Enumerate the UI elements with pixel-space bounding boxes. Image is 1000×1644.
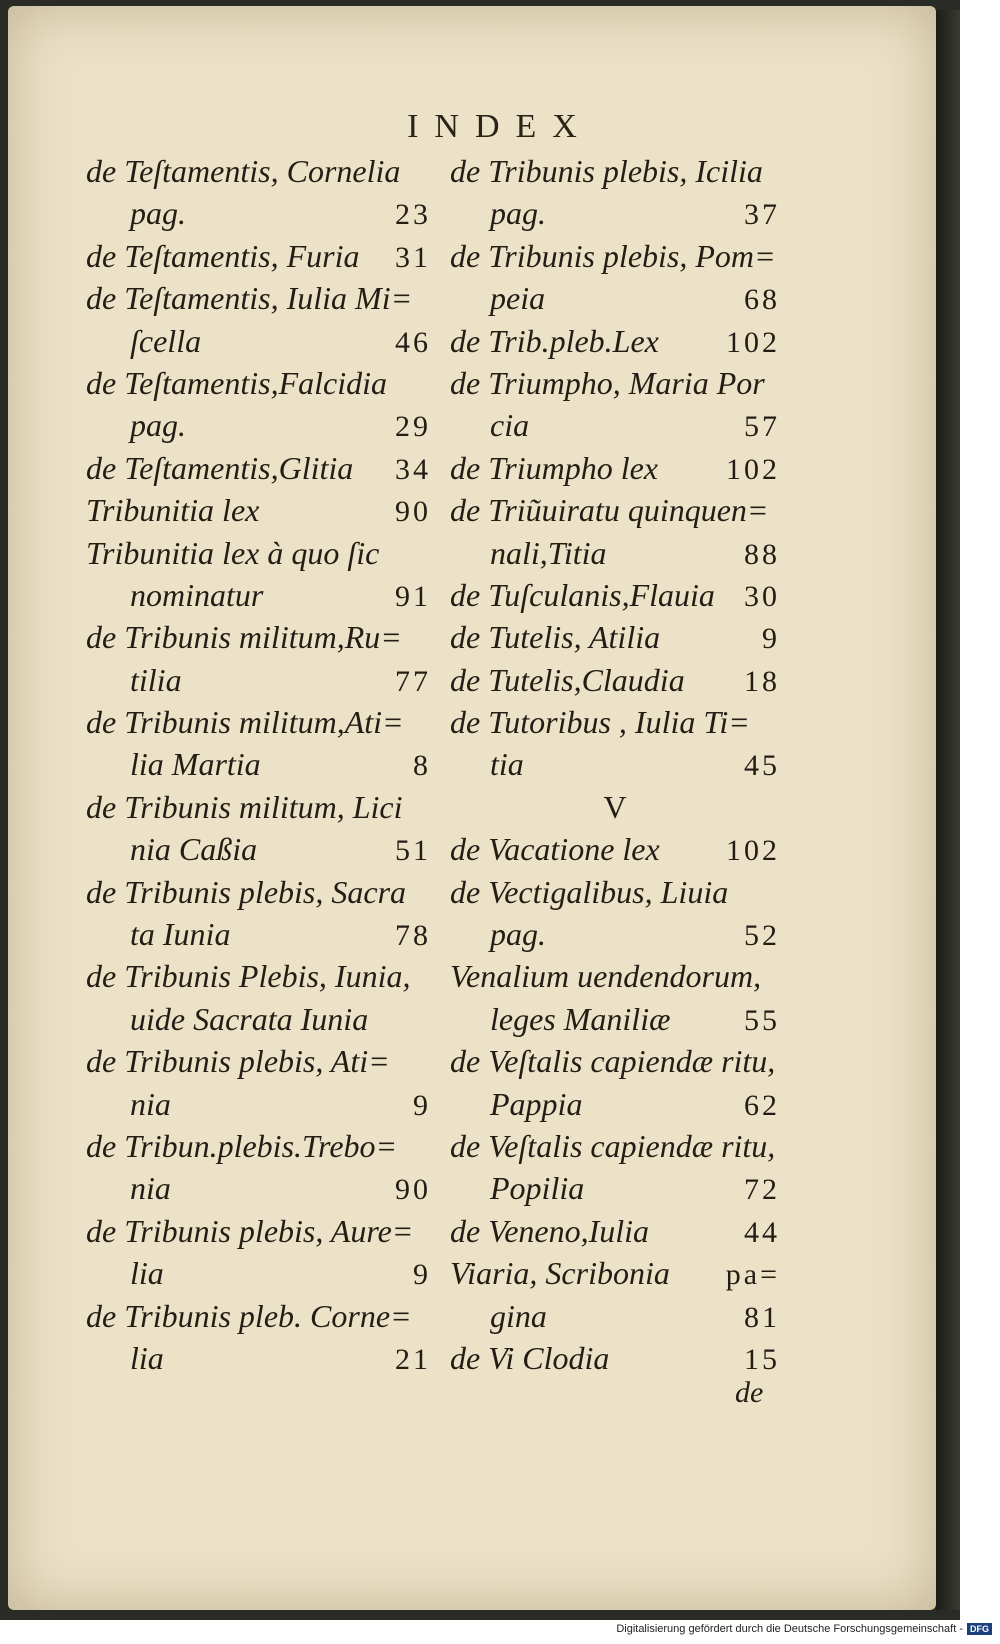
entry-text: de Tribun.plebis.Trebo= (86, 1127, 398, 1164)
entry-text: Tribunitia lex (86, 492, 260, 529)
index-entry (450, 616, 780, 658)
entry-text: de Trib.pleb.Lex (450, 322, 659, 359)
entry-text: tilia (130, 661, 182, 698)
index-entry (86, 1125, 431, 1167)
entry-page-number: 34 (395, 452, 431, 486)
index-entry (86, 871, 431, 913)
index-entry (86, 786, 431, 828)
entry-page-number: 29 (395, 410, 431, 444)
index-entry (86, 150, 431, 192)
index-entry (450, 955, 780, 997)
index-entry (450, 489, 780, 531)
digitization-footer (616, 1620, 992, 1638)
entry-text: uide Sacrata Iunia (130, 1000, 369, 1037)
entry-page-number: 9 (762, 622, 780, 656)
entry-text: de Triumpho, Maria Por (450, 364, 765, 401)
entry-text: de Tuſculanis,Flauia (450, 576, 715, 613)
right-index-column (450, 150, 780, 1379)
entry-text: cia (490, 407, 530, 444)
entry-page-number: 46 (395, 325, 431, 359)
entry-text: nia (130, 1170, 171, 1207)
entry-text: pag. (490, 916, 546, 953)
entry-text: leges Maniliæ (490, 1000, 671, 1037)
entry-page-number: pa= (725, 1258, 780, 1292)
entry-text: de Tribunis Plebis, Iunia, (86, 958, 411, 995)
index-entry (86, 701, 431, 743)
entry-text: lia (130, 1255, 164, 1292)
entry-text: de Tribunis plebis, Ati= (86, 1043, 390, 1080)
index-entry (450, 998, 780, 1040)
index-entry (86, 320, 431, 362)
entry-text: gina (490, 1297, 547, 1334)
entry-page-number: 9 (413, 1088, 431, 1122)
index-entry (450, 1210, 780, 1252)
index-entry (450, 1295, 780, 1337)
entry-page-number: 30 (744, 579, 780, 613)
entry-text: de Teſtamentis, Furia (86, 237, 360, 274)
index-entry (450, 871, 780, 913)
index-entry (450, 362, 780, 404)
index-entry (86, 955, 431, 997)
entry-page-number: 90 (395, 1173, 431, 1207)
index-entry (86, 404, 431, 446)
entry-text: de Triũuiratu quinquen= (450, 492, 769, 529)
entry-text: de Teſtamentis, Iulia Mi= (86, 280, 413, 317)
index-entry (86, 1252, 431, 1294)
page-edge (936, 10, 960, 1610)
entry-text: de Teſtamentis,Falcidia (86, 364, 388, 401)
index-entry (86, 616, 431, 658)
entry-text: de Veſtalis capiendæ ritu, (450, 1043, 776, 1080)
index-entry (450, 150, 780, 192)
index-entry (86, 1167, 431, 1209)
index-entry (450, 1083, 780, 1125)
index-entry (450, 659, 780, 701)
index-entry (86, 1210, 431, 1252)
entry-page-number: 102 (726, 452, 780, 486)
index-entry (86, 1295, 431, 1337)
entry-text: Popilia (490, 1170, 585, 1207)
footer-text: Digitalisierung gefördert durch die Deutsche Forschungsgemeinschaft - (616, 1623, 963, 1635)
entry-page-number: 55 (744, 1003, 780, 1037)
index-entry (86, 574, 431, 616)
index-entry (86, 532, 431, 574)
entry-text: nominatur (130, 576, 264, 613)
entry-text: lia (130, 1339, 164, 1376)
index-entry (450, 574, 780, 616)
index-entry (86, 913, 431, 955)
entry-text: de Tribunis militum,Ru= (86, 619, 402, 656)
index-entry (86, 489, 431, 531)
entry-text: de Teſtamentis, Cornelia (86, 153, 401, 189)
entry-text: pag. (130, 195, 186, 232)
entry-text: de Vectigalibus, Liuia (450, 873, 729, 910)
entry-page-number: 81 (744, 1300, 780, 1334)
entry-text: de Tribunis plebis, Sacra (86, 873, 407, 910)
entry-page-number: 51 (395, 834, 431, 868)
left-index-column (86, 150, 431, 1379)
entry-text: de Tribunis militum,Ati= (86, 704, 404, 741)
entry-text: de Tribunis militum, Lici (86, 788, 403, 825)
index-entry (450, 277, 780, 319)
index-entry (450, 1252, 780, 1294)
entry-page-number: 78 (395, 919, 431, 953)
entry-page-number: 21 (395, 1342, 431, 1376)
entry-text: de Veneno,Iulia (450, 1212, 650, 1249)
entry-text: Viaria, Scribonia (450, 1255, 670, 1292)
entry-text: nia Caßia (130, 831, 258, 868)
entry-page-number: 15 (744, 1342, 780, 1376)
entry-page-number: 62 (744, 1088, 780, 1122)
index-entry (86, 998, 431, 1040)
entry-text: ta Iunia (130, 916, 231, 953)
entry-page-number: 68 (744, 283, 780, 317)
entry-page-number: 88 (744, 537, 780, 571)
index-entry (450, 532, 780, 574)
index-entry (86, 1083, 431, 1125)
entry-page-number: 72 (744, 1173, 780, 1207)
entry-text: de Tutelis, Atilia (450, 619, 661, 656)
entry-page-number: 102 (726, 325, 780, 359)
index-entry (86, 659, 431, 701)
index-entry (450, 743, 780, 785)
entry-text: de Tribunis plebis, Icilia (450, 153, 763, 189)
index-entry (450, 828, 780, 870)
index-entry (450, 1125, 780, 1167)
index-entry (86, 192, 431, 234)
entry-page-number: 91 (395, 579, 431, 613)
entry-text: Pappia (490, 1085, 583, 1122)
entry-page-number: 102 (726, 834, 780, 868)
entry-text: ſcella (130, 322, 202, 359)
entry-page-number: 44 (744, 1215, 780, 1249)
index-entry (86, 828, 431, 870)
entry-text: de Tutoribus , Iulia Ti= (450, 704, 750, 741)
entry-text: de Tutelis,Claudia (450, 661, 685, 698)
entry-text: de Teſtamentis,Glitia (86, 449, 354, 486)
entry-text: lia Martia (130, 746, 261, 783)
entry-page-number: 77 (395, 664, 431, 698)
entry-text: peia (490, 280, 546, 317)
entry-text: de Triumpho lex (450, 449, 658, 486)
entry-text: de Tribunis plebis, Aure= (86, 1212, 414, 1249)
entry-page-number: 37 (744, 198, 780, 232)
entry-text: tia (490, 746, 524, 783)
index-entry (86, 235, 431, 277)
entry-text: Venalium uendendorum, (450, 958, 762, 995)
index-entry (450, 1167, 780, 1209)
entry-page-number: 90 (395, 495, 431, 529)
entry-text: pag. (490, 195, 546, 232)
index-entry (86, 362, 431, 404)
index-entry (450, 701, 780, 743)
index-entry (86, 743, 431, 785)
entry-text: de Vi Clodia (450, 1339, 610, 1376)
entry-text: V (603, 788, 627, 825)
entry-text: de Veſtalis capiendæ ritu, (450, 1127, 776, 1164)
entry-page-number: 57 (744, 410, 780, 444)
index-entry (86, 277, 431, 319)
catchword: de (735, 1376, 764, 1409)
index-entry (86, 1337, 431, 1379)
entry-text: de Tribunis plebis, Pom= (450, 237, 776, 274)
entry-page-number: 45 (744, 749, 780, 783)
entry-text: de Vacatione lex (450, 831, 660, 868)
index-entry (450, 1337, 780, 1379)
entry-text: Tribunitia lex à quo ſic (86, 534, 380, 571)
entry-text: de Tribunis pleb. Corne= (86, 1297, 412, 1334)
entry-page-number: 8 (413, 749, 431, 783)
index-entry (450, 1040, 780, 1082)
index-entry (450, 235, 780, 277)
entry-page-number: 52 (744, 919, 780, 953)
index-entry (86, 1040, 431, 1082)
entry-page-number: 23 (395, 198, 431, 232)
section-letter (450, 786, 780, 828)
entry-page-number: 18 (744, 664, 780, 698)
index-entry (450, 913, 780, 955)
entry-text: pag. (130, 407, 186, 444)
index-entry (86, 447, 431, 489)
dfg-logo: DFG (967, 1623, 992, 1635)
index-entry (450, 447, 780, 489)
entry-page-number: 31 (395, 240, 431, 274)
page-header: INDEX (407, 108, 593, 145)
index-entry (450, 192, 780, 234)
index-entry (450, 404, 780, 446)
entry-text: nia (130, 1085, 171, 1122)
entry-text: nali,Titia (490, 534, 607, 571)
entry-page-number: 9 (413, 1258, 431, 1292)
index-entry (450, 320, 780, 362)
